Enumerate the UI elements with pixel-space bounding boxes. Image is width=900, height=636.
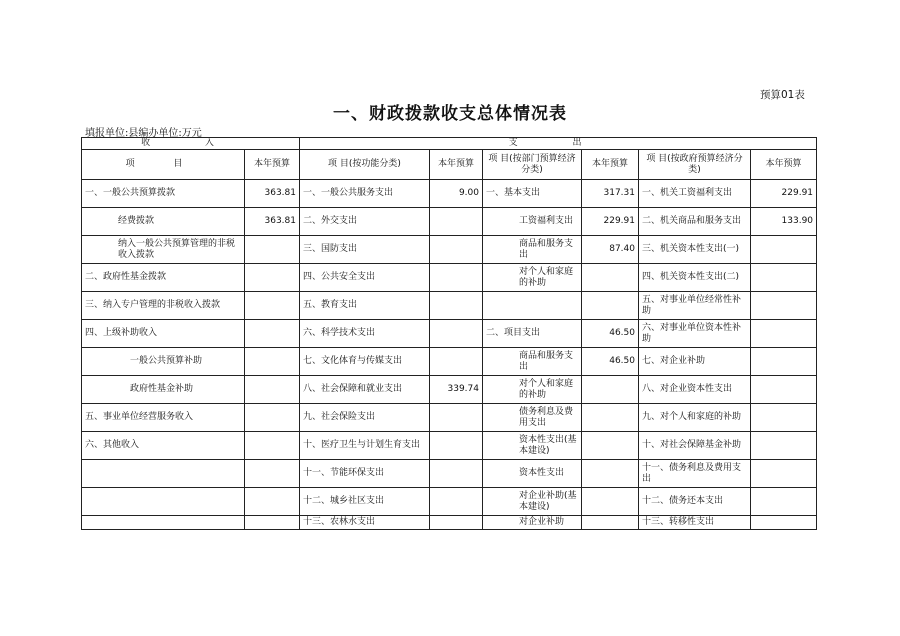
dept-value bbox=[582, 404, 639, 432]
gov-item: 五、对事业单位经常性补助 bbox=[639, 292, 751, 320]
gov-value bbox=[751, 432, 817, 460]
dept-item: 商品和服务支出 bbox=[483, 236, 582, 264]
expense-header: 支 出 bbox=[300, 138, 817, 150]
gov-value bbox=[751, 376, 817, 404]
income-value bbox=[245, 516, 300, 530]
dept-value bbox=[582, 432, 639, 460]
dept-value bbox=[582, 292, 639, 320]
dept-value bbox=[582, 488, 639, 516]
table-row bbox=[82, 348, 817, 376]
func-value bbox=[430, 292, 483, 320]
func-value bbox=[430, 264, 483, 292]
func-item: 十二、城乡社区支出 bbox=[300, 488, 430, 516]
dept-value bbox=[582, 264, 639, 292]
table-row bbox=[82, 180, 817, 208]
table-row bbox=[82, 404, 817, 432]
gov-value bbox=[751, 320, 817, 348]
col-budget-income-header: 本年预算 bbox=[245, 150, 300, 180]
income-item: 五、事业单位经营服务收入 bbox=[82, 404, 245, 432]
dept-value: 229.91 bbox=[582, 208, 639, 236]
dept-value bbox=[582, 376, 639, 404]
income-item bbox=[82, 460, 245, 488]
func-value bbox=[430, 348, 483, 376]
gov-value bbox=[751, 488, 817, 516]
income-value: 363.81 bbox=[245, 180, 300, 208]
gov-value bbox=[751, 404, 817, 432]
income-item: 经费拨款 bbox=[82, 208, 245, 236]
dept-item: 一、基本支出 bbox=[483, 180, 582, 208]
income-value bbox=[245, 376, 300, 404]
dept-item bbox=[483, 292, 582, 320]
page-title: 一、财政拨款收支总体情况表 bbox=[333, 104, 567, 124]
income-header: 收 入 bbox=[82, 138, 300, 150]
gov-value bbox=[751, 516, 817, 530]
gov-value bbox=[751, 348, 817, 376]
gov-value bbox=[751, 236, 817, 264]
col-item-dept-header: 项 目(按部门预算经济分类) bbox=[483, 150, 582, 180]
table-row bbox=[82, 208, 817, 236]
income-item: 纳入一般公共预算管理的非税收入拨款 bbox=[82, 236, 245, 264]
func-item: 七、文化体育与传媒支出 bbox=[300, 348, 430, 376]
income-value bbox=[245, 236, 300, 264]
income-item: 四、上级补助收入 bbox=[82, 320, 245, 348]
gov-item: 九、对个人和家庭的补助 bbox=[639, 404, 751, 432]
gov-value bbox=[751, 460, 817, 488]
table-row bbox=[82, 460, 817, 488]
income-value: 363.81 bbox=[245, 208, 300, 236]
income-value bbox=[245, 348, 300, 376]
gov-item: 六、对事业单位资本性补助 bbox=[639, 320, 751, 348]
dept-value bbox=[582, 460, 639, 488]
dept-value: 87.40 bbox=[582, 236, 639, 264]
col-budget-dept-header: 本年预算 bbox=[582, 150, 639, 180]
func-value bbox=[430, 320, 483, 348]
table-row bbox=[82, 376, 817, 404]
dept-item: 对个人和家庭的补助 bbox=[483, 264, 582, 292]
func-item: 十、医疗卫生与计划生育支出 bbox=[300, 432, 430, 460]
table-row bbox=[82, 264, 817, 292]
income-value bbox=[245, 488, 300, 516]
header-row-1 bbox=[82, 138, 817, 150]
func-value: 339.74 bbox=[430, 376, 483, 404]
col-budget-func-header: 本年预算 bbox=[430, 150, 483, 180]
func-value bbox=[430, 488, 483, 516]
func-item: 八、社会保障和就业支出 bbox=[300, 376, 430, 404]
dept-item: 资本性支出 bbox=[483, 460, 582, 488]
func-item: 二、外交支出 bbox=[300, 208, 430, 236]
func-item: 四、公共安全支出 bbox=[300, 264, 430, 292]
income-item: 三、纳入专户管理的非税收入拨款 bbox=[82, 292, 245, 320]
func-item: 六、科学技术支出 bbox=[300, 320, 430, 348]
income-value bbox=[245, 292, 300, 320]
income-item: 一般公共预算补助 bbox=[82, 348, 245, 376]
func-item: 一、一般公共服务支出 bbox=[300, 180, 430, 208]
func-value bbox=[430, 236, 483, 264]
func-value bbox=[430, 460, 483, 488]
table-row bbox=[82, 432, 817, 460]
func-item: 十一、节能环保支出 bbox=[300, 460, 430, 488]
func-item: 九、社会保险支出 bbox=[300, 404, 430, 432]
income-value bbox=[245, 432, 300, 460]
func-item: 五、教育支出 bbox=[300, 292, 430, 320]
gov-item: 二、机关商品和服务支出 bbox=[639, 208, 751, 236]
income-value bbox=[245, 264, 300, 292]
table-row bbox=[82, 320, 817, 348]
col-item-func-header: 项 目(按功能分类) bbox=[300, 150, 430, 180]
dept-value: 46.50 bbox=[582, 348, 639, 376]
func-value bbox=[430, 208, 483, 236]
dept-item: 工资福利支出 bbox=[483, 208, 582, 236]
dept-item: 资本性支出(基本建设) bbox=[483, 432, 582, 460]
income-item: 六、其他收入 bbox=[82, 432, 245, 460]
dept-item: 债务利息及费用支出 bbox=[483, 404, 582, 432]
func-value: 9.00 bbox=[430, 180, 483, 208]
gov-item: 十、对社会保障基金补助 bbox=[639, 432, 751, 460]
dept-value bbox=[582, 516, 639, 530]
col-budget-gov-header: 本年预算 bbox=[751, 150, 817, 180]
header-row-2 bbox=[82, 150, 817, 180]
func-value bbox=[430, 516, 483, 530]
gov-value: 133.90 bbox=[751, 208, 817, 236]
dept-value: 317.31 bbox=[582, 180, 639, 208]
income-item bbox=[82, 516, 245, 530]
dept-item: 对企业补助(基本建设) bbox=[483, 488, 582, 516]
func-value bbox=[430, 404, 483, 432]
income-value bbox=[245, 404, 300, 432]
dept-item: 对个人和家庭的补助 bbox=[483, 376, 582, 404]
gov-value bbox=[751, 292, 817, 320]
func-item: 三、国防支出 bbox=[300, 236, 430, 264]
dept-item: 商品和服务支出 bbox=[483, 348, 582, 376]
income-value bbox=[245, 320, 300, 348]
gov-item: 八、对企业资本性支出 bbox=[639, 376, 751, 404]
table-row bbox=[82, 236, 817, 264]
table-row bbox=[82, 516, 817, 530]
income-item: 一、一般公共预算拨款 bbox=[82, 180, 245, 208]
gov-item: 三、机关资本性支出(一) bbox=[639, 236, 751, 264]
gov-value bbox=[751, 264, 817, 292]
income-item: 政府性基金补助 bbox=[82, 376, 245, 404]
func-value bbox=[430, 432, 483, 460]
gov-item: 七、对企业补助 bbox=[639, 348, 751, 376]
gov-value: 229.91 bbox=[751, 180, 817, 208]
income-item bbox=[82, 488, 245, 516]
dept-item: 二、项目支出 bbox=[483, 320, 582, 348]
col-item-header: 项 目 bbox=[82, 150, 245, 180]
gov-item: 四、机关资本性支出(二) bbox=[639, 264, 751, 292]
table-row bbox=[82, 488, 817, 516]
form-number: 预算01表 bbox=[760, 89, 805, 101]
gov-item: 十三、转移性支出 bbox=[639, 516, 751, 530]
income-item: 二、政府性基金拨款 bbox=[82, 264, 245, 292]
dept-item: 对企业补助 bbox=[483, 516, 582, 530]
income-value bbox=[245, 460, 300, 488]
table-row bbox=[82, 292, 817, 320]
gov-item: 一、机关工资福利支出 bbox=[639, 180, 751, 208]
func-item: 十三、农林水支出 bbox=[300, 516, 430, 530]
dept-value: 46.50 bbox=[582, 320, 639, 348]
col-item-gov-header: 项 目(按政府预算经济分类) bbox=[639, 150, 751, 180]
budget-table bbox=[81, 137, 817, 530]
gov-item: 十二、债务还本支出 bbox=[639, 488, 751, 516]
gov-item: 十一、债务利息及费用支出 bbox=[639, 460, 751, 488]
unit-label: 填报单位:县编办单位:万元 bbox=[85, 128, 202, 139]
